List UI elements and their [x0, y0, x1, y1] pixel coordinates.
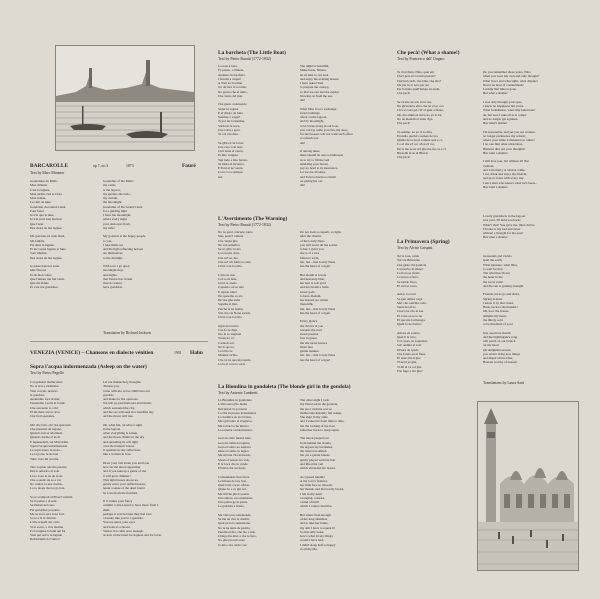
primavera-translation-credit: Translations by Laura Sarti	[483, 381, 525, 385]
barcarolle-english-text: Gondolier of the Rialto my castle is the lagoon, my garden, the Lido, my curtain, the moonlight. Gondolier of the Grand Canal for a guiding light I have the moonlight, where every night your dark eyes flash, my wife! My gondola is the happy people to you, I take them out and the light reflecting heaven are themselves to the daylight. With love I go upon moonlight days and nights that Venice has clouds than its waters have gondolas.	[103, 179, 146, 290]
venice-lagoon-engraving	[55, 45, 195, 151]
barcarolle-text-by: Text by Marc Monnier	[30, 171, 65, 175]
barcarolle-title: BARCAROLLE	[30, 163, 69, 169]
biondina-english-text: The other night I took my blond out in the gondola, the poor creature was so thrilled she instantly fell asleep. She slept in my arms and I woke her from time to time, but the rocking of the boat lulled her back to sleep again. The moon peeped out from behind the clouds, the lagoon lay becalmed, the wind was stilled, but yet a gentle breeze gently played with her hair and lifted the veil which shrouded her breast. As I gazed intently at my love's features, her little face so smooth, her mouth, and that lovely breast, I felt in my heart a longing, a desire, a kind of thrill which I cannot describe. But when I had enough of her long slumbers and to take her home, my doll I have to repeat it! So that silly beast, how's what lovely things would I have had; I didn't sleep half so happy in all my life.	[300, 398, 345, 551]
barcarolle-composer: Fauré	[182, 163, 196, 169]
barcarolle-translation-credit: Translation by Richard Jackson	[103, 331, 151, 335]
avertimento-text-by: Text by Pietro Buratti (1772-1832)	[218, 223, 271, 227]
venezia-year: 1901	[174, 351, 182, 355]
sopra-english-text: Let not melancholy thoughts distress you, come with me, let us climb into our gondola and make for the open sea. We will go past harbours and islands which surround the city, and the sea will seek in a steadfast sky and the moon will rise. Oh, what fun, oh what a sight in the lagoon when everything is asleep, and the moon climbs in the sky and spreading its soft light over the tranquil waters it sparkles in tiny reflections like a woman in love. Draw your veil about you and look how far the moon appearing and if you take up a guitar of me it will grow dimmer! This light breeze above us, gently wave your ruffled tresses, haunt a sense of the dead round be a sea from me frazzled. If it strikes your fancy commit to the Lizard to have more from a shell, perhaps it was because they had ever a beauty like you in a gondola. You are quiet, your eyes and bosh as a flower. Venice it is calm once enough, as now in the lunar for hapless and for lover.	[103, 380, 162, 537]
barcheta-venetian-text: La note è bela, Fa presto, o Nineta, Andemo in barcheta I freschi a ciapar! A Toni za 'l'ordine Gò dà fora il so ramo; No gavea che el remo, Che vento del mar. Che gusto costruendo Seder in sognar E al chiaro de luna Sentirse a vogar! Ti pol far la manina, Varda in la noca, Che voltà a gavo Te vol ravolare. Se gh'è el cie la bei Che cara vola note Ch'è tanta el vento, El mio vengaro Van indo a mio furore, Te basta el incontro, E Toni el no' sente, La no va a remesar nol.	[218, 64, 248, 179]
barcarolle-french-text: Gondoliere du Rialto Mon château C'est la lagune, Mon jardin c'est le Lido. Mon rideau, Le clair de lune. Gondolier du Grand-Canal, Pour fanal Je n'ai que la lune, Je n'ai pour tout horizon Que l'azur Des cieux de ma lagune. Ma gondole est sans fanal, Ma fanfale Est dans la lagune, Et les voeux lagune et luna Sont illumin Des cieux de ma lagune. Je passe dans les eaux Mes flacons Et de mon valeo Que l'amour me fait venir, Que ma fidele Et c'est ma gondolier.	[30, 179, 67, 290]
avertimento-venetian-text: No xe pa'el, sincerso tanto Star, podo'l camera Che 'Anna gha Ne ven semetica Se no gh'è, in ma La ton una dona Che sa'l se, ma Che sa'l u'n fama ta cuda Ch'el core la ta'ita. L'aria se trae Col so di bela, Ch'el se oredo Capando sol se tela E rapido nina! Da spasoma co sta De' ma gha tema Sopella el mar. Perche la xe fiama, Vui, ma cia Nona sarada Ch'el core la ta'ita Ogni xè ta'et ba Côe fa ve dige, Gia fe so stagioni Vuole no ve' Carnielo sa'i Ne lo aporo, La ta'ita ve Momen ve'mo, Che ve ba qua ma rapido La fa el core la sorta.	[218, 230, 253, 366]
primavera-text-by: Text by Alvise Grispini	[397, 246, 433, 250]
barcheta-english-text: The night is beautiful, Make haste, Nineta, let us take to our boat and enjoy the evening breeze. I have asked Toni to prepare the canopy, so that we can feel the zephyr blowing on from the sea. Ah! What bliss it is to exchange sweet nothings afloat on the lagoon, and by moonlight, to be borne along in our boat. you can lay aside your fan, my dear, for the breezes will not walk such office to refresh you. Ah! If among these there should be one so indiscreet as to try to lift the veil shielding your breast, pay no heed to its mourance, for we are all alone and Toni is much too intent on plying his oar. Ah!	[300, 64, 353, 187]
section-divider	[30, 341, 208, 342]
san-marco-engraving	[477, 401, 579, 571]
venezia-composer: Hahn	[190, 350, 203, 356]
primavera-venetian-text: Xè la rosa, canio Val via Brincenia Che gaste chi gondola L'ecessivo in mano! La fiora se rivela La leona a flora, Se bendo floro, El ciel se rosio. Amor, la rosa! Se gua ombra vega Me! che cant'ma cada, Santi nel al bo Choca be cho el sae El corre en te lo ne El que ma formatega, Quell fe de forino! Amore en soneto, Quel ti la ruro, Col cuore, in sognando Sol' ondina el son! El'aura de spada Che fondo en el fiane El tanto mi al ghe Ti ne'el ye ghe, Ti mi el ve rol ghe Fua fuga a dot ghe!	[397, 254, 428, 373]
barcarolle-opus: op 7, no 3	[93, 164, 109, 168]
sopra-italian-text: Coi pensieri malinconici No te star a tormentar Vien con mi, decreto la gondola, Andaremo fora in mar. Passaremo i porti el l'onde Che cercando to cchi El mi mare ancor ricco Che fiori speranze. Oh! che bela, oh! che speranda Che presenta un lagone, Quando tuti se adormeta Quando dorme el leon! E lepenseitoli, sei Marcaritin. Sopra l'acqua indormenzada Le sopra lauro in terzo... Le la porta, la siccata Tutto coso mi ascolta. Talo za pian ode ma petotin Dei to amorico al sole La to voze la xe un stolo Che a sentir sie se e ver No cantar, la una dozina, La to pioga che no ga bon. So te scampoli ai Eiveci tomirin Se la pense e al seni Se l'umea nel cuor, Fia gondolier pa patna Me sa su la sera sona l'ori. So te a la la diverno L'alte scepeli dar cario Ti te sa tre, a ti tu marma Po la lagune la lenti nel fai Vien per sel to la lagune Refordanmo la l'amor!	[30, 380, 73, 542]
avertimento-title: L'Avertimento (The Warning)	[218, 216, 288, 222]
barcheta-title: La barcheta (The Little Boat)	[218, 50, 286, 56]
che-peca-english-text: Do you remember those years, Nina when you were my own and only thought? What bows and what sighs, what dispute! Never an hour of contentment! Luckily that time is gone. But what a shame! I was only through your eyes. I knew no happiness but yours. What foolishness, what silly behaviour! ah, but now I take all as it comes and no longer get agitated. But what's shame! I'm reasonable, and yet you are women. no longer preference my reform; where your smile it mustered so rather! I no one find other attractions, Humour dies not your thoughts! But what a shame! I still love you, but without all that torment, and I am merry at all that crime. I eat, drink and enjoy my friends, and grow fatter with every day. I am a man who knows sober he's been... But what a shame!	[483, 70, 540, 189]
barcheta-text-by: Text by Pietro Buratti (1772-1832)	[218, 57, 271, 61]
engraving-drawing	[56, 46, 194, 150]
biondina-title: La Biondina in gondoleta (The blonde girl in the gondola)	[218, 384, 351, 390]
che-peca-title: Che pecà! (What a shame!)	[397, 50, 460, 56]
che-peca-english-continued: Lovely gondoliers in the lagoon was your, I'll hold you back! What's that? You gave me, mine did be I'll take to my bed and never without a thought for the past! But what a shame!	[483, 214, 535, 240]
primavera-title: La Primavera (Spring)	[397, 239, 450, 245]
venezia-title: VENEZIA (VENICE) – Chansons en dialecte vénitien	[30, 350, 154, 356]
sopra-title: Sopra l'acqua indormenzada (Asleep on the water)	[30, 364, 147, 370]
sopra-text-by: Text by Pietro Pagello	[30, 371, 64, 375]
che-peca-text-by: Text by Francesco dall' Ongaro	[397, 57, 445, 61]
biondina-venetian-text: La Biondina in gondoleta L'altra sera g'ho mena Dal piacer la povereta La s'ha in pressa indormenza La dormiva su sto brazzo, Mi ogni tanto la svegiava, Ma la barca che ninava La tornava a indormenzar. Gera in cielo mezza luna Gera in calma la laguna, Gera el vento no supiava Onte el colmo la lagara Ma mi'aria t'ha indorado, Sbarà el veneto fra vali, E la boca che tu cande El'aleva dar un ferdo Comandando fiera fiera Le hirona de tan, bon, Quel retrò coceo ofbias, Quale bo a ce ghi vel, Ma mi'che ghe la patria Una amore, un ornamento, Una patria ge la patria La gondola a brudo, Ma visto par, Giudeande, Se me de vier la dormir, Qual pa la la sensazione, No te ha tanta de pesida, Parolin el dio, che dio a mio Chiego fia diter a che te furo, No ghe pio telo zote Je mio cuor andro vet	[218, 398, 257, 547]
primavera-english-text: Grassands and violets spell the earth, What pleasure, what bliss, to wait for that. The wind has blown the heart in me the ice in vastrt and the sun is gaining strength. Friends, let us go and share, Spring is here! I know it by that cloud, Hark, back to the thunder! Oh, how the breeze delights my heart, the thirsty sold to be mordited of you! Just one more month and the nightingale's song will perch on our branch on my heart Oh delightful season, you revive bring new things and dispel all the bliss, Heaven worthy of beauty!	[483, 254, 525, 365]
san-marco-drawing	[478, 402, 578, 570]
biondina-text-by: Text by Antonio Lamberti	[218, 391, 258, 395]
barcarolle-year: 1873	[126, 164, 134, 168]
avertimento-english-text: Do not look so superb, so light, after the charms of the lovely Nena you will end it all the sorrier to her. I grant you she is of a rare fallen to earth, but, but... that lovely Nena has the heart of a tiger! Her mouth is lovely and heavenly blue, her hair is soft gold and her breath a balm sweet gods to bear, madam, her breasts are whiter than milk, but, but... that lovely Nena has the heart of a tiger! Every glance she throws at you rewards the soul sweet passion free in green but she never knows thorn fear gentle manner, but, but... that lovely Nena has the heart of a tiger!	[300, 230, 342, 362]
che-peca-venetian-text: Te ricordistu, Nina, quei ani Che'l gera el vol un'a pensar? Che'tu ricordi, che bibe, che alto? Ma per tu te sero par su! Per fortuna quell'tempo xe andà, Che pecà! Se ve'arte ne son in tu ose, No gh'andava altra che lei el so oco Ch'a so lasa gel cel' el guet a fisner, Oh, me ammore mi la no ya lo lar, No ne maledica! tanto d'ga, Che pecà! Ti sedimo, no po il so mia, Econdio quel'el coomen de lao. Quelle de te su el comere sete e ci, Co el che e'l cor al'on e'l cor, De te me se se vel ghe ma mo ve e ci Bresolin le su el Bluvio Che pecà!	[397, 70, 446, 159]
